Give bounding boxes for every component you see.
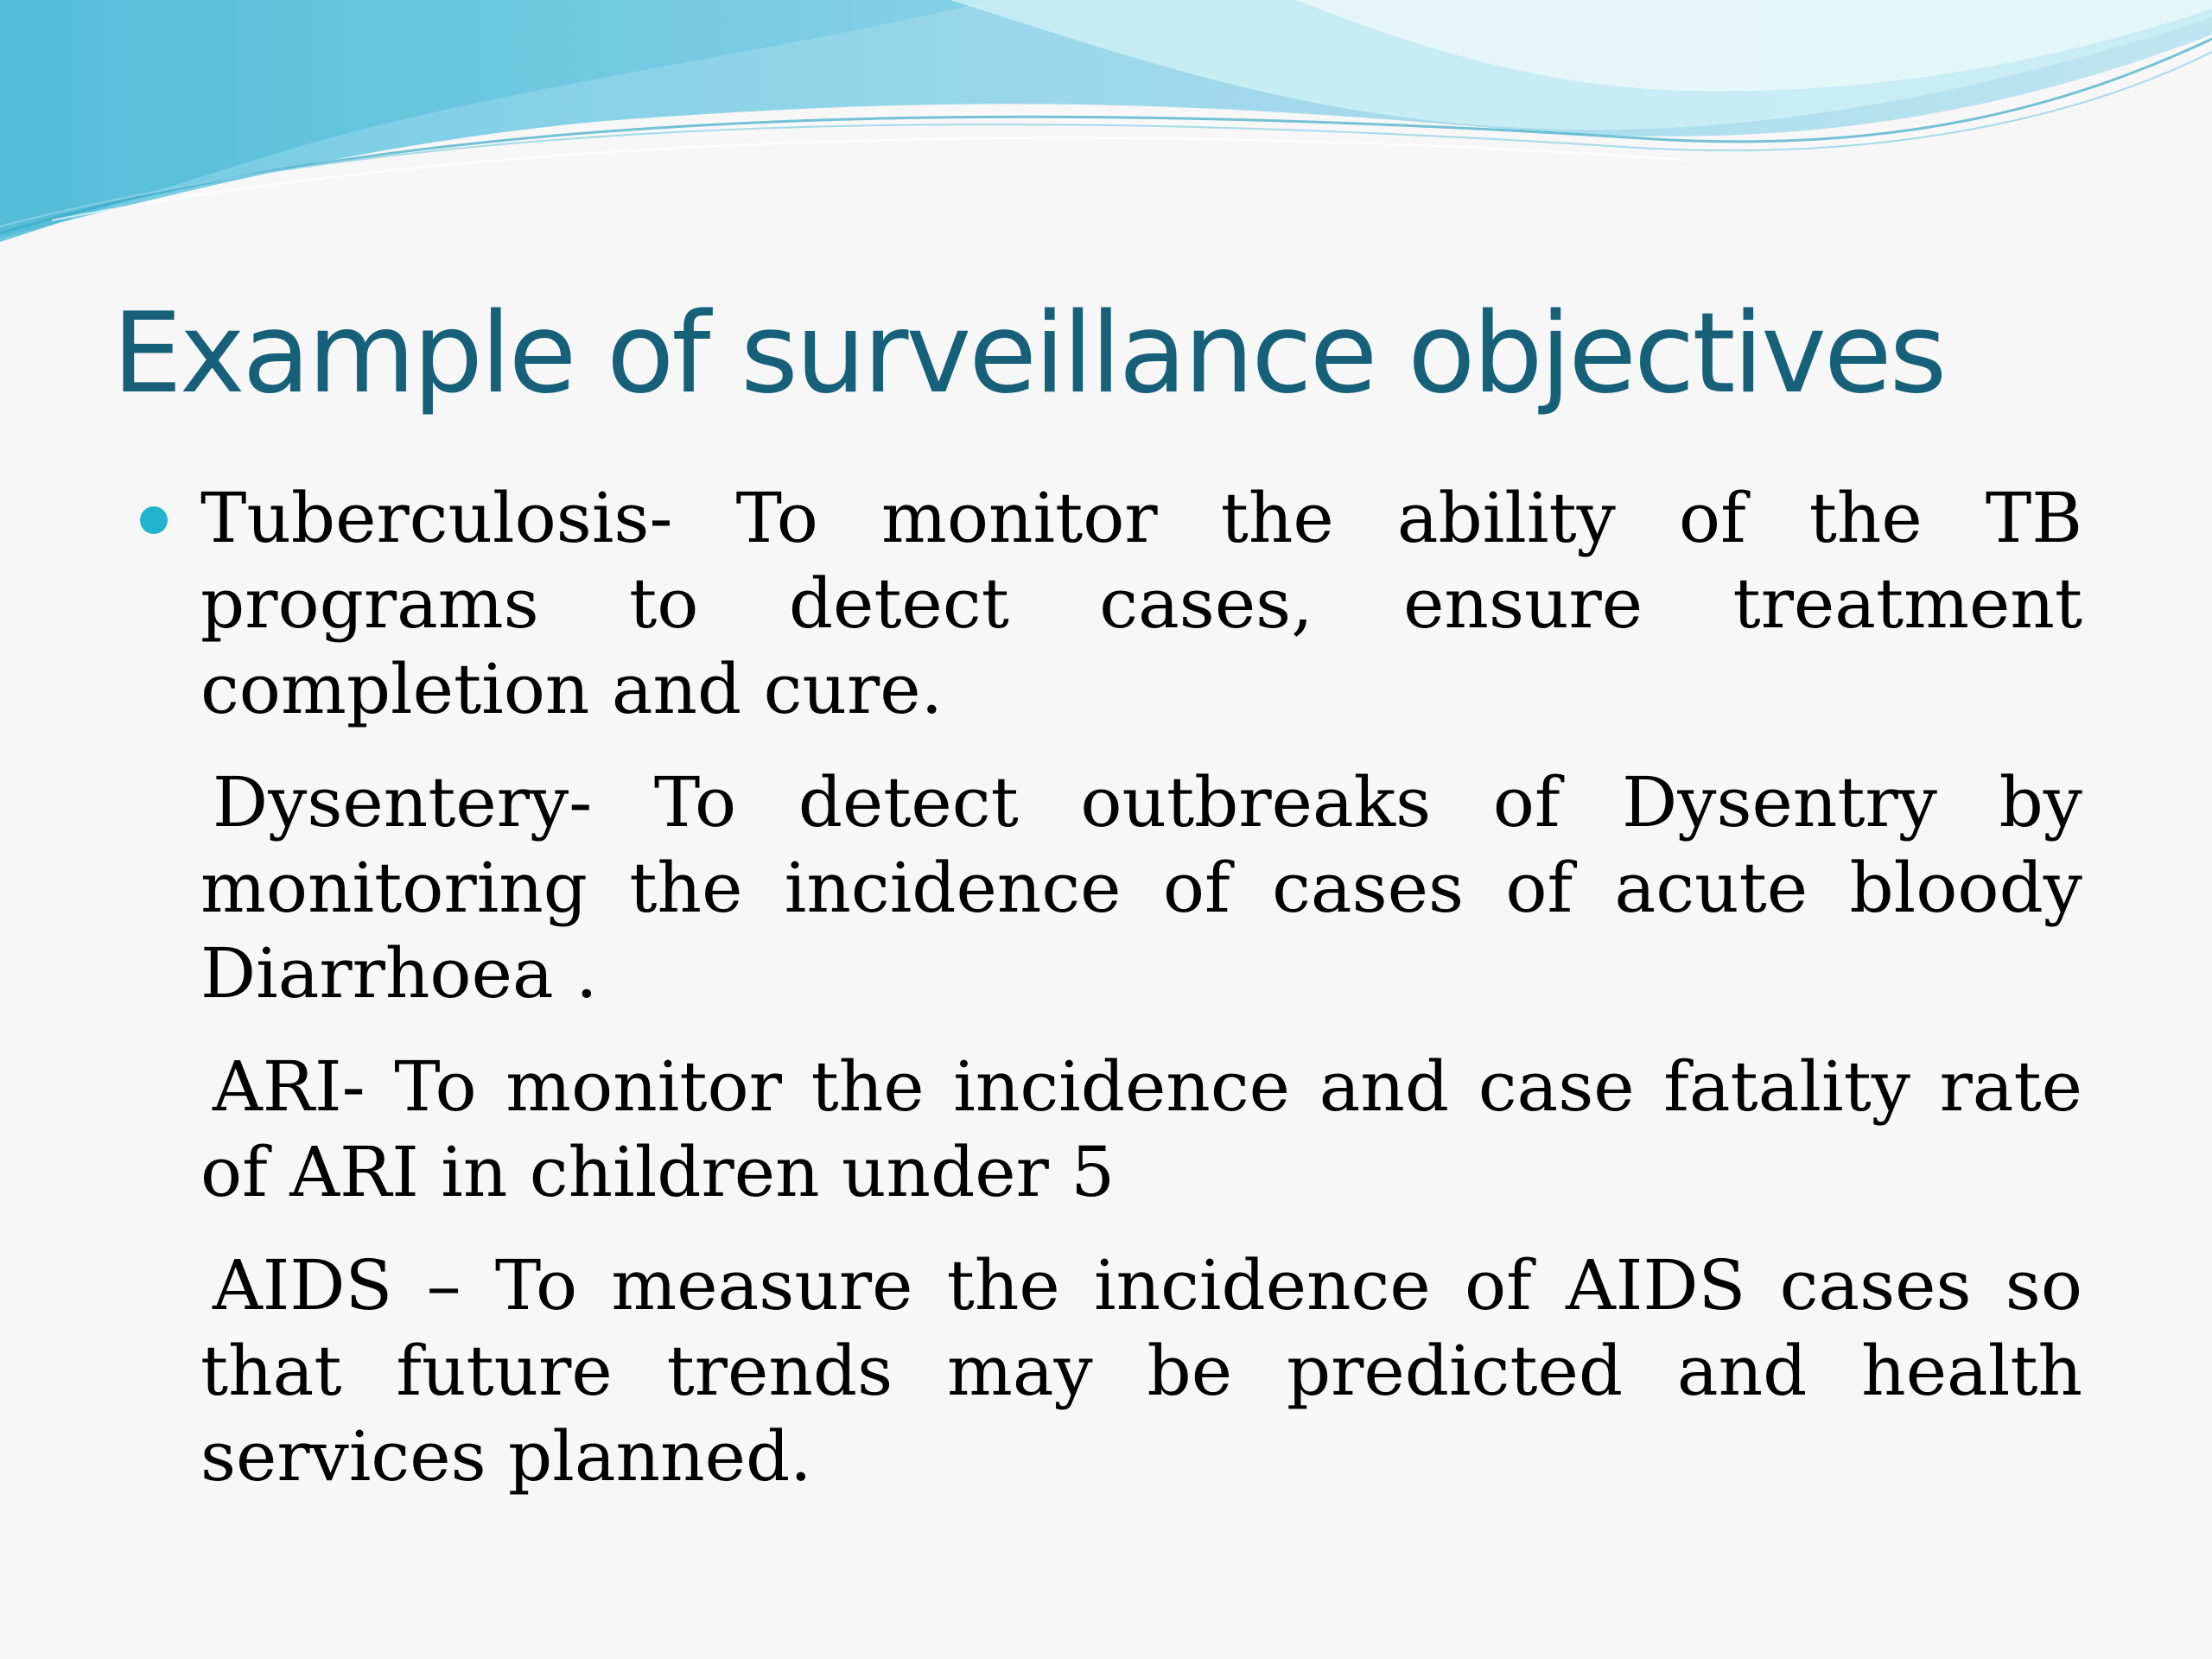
list-item-ari bbox=[130, 1044, 2082, 1215]
header-wave-decoration bbox=[0, 0, 2212, 259]
item-text: ARI- To monitor the incidence and case fatality rate of ARI in children under 5 bbox=[200, 1046, 2082, 1212]
slide-title: Example of surveillance objectives bbox=[112, 289, 1945, 418]
list-item-dysentery bbox=[130, 760, 2082, 1016]
item-text: AIDS – To measure the incidence of AIDS cases so that future trends may be predicted and health services planned. bbox=[200, 1245, 2082, 1497]
objectives-list bbox=[130, 475, 2082, 1527]
item-text: Dysentery- To detect outbreaks of Dysentry by monitoring the incidence of cases of acute bloody Diarrhoea . bbox=[200, 762, 2082, 1014]
list-item-aids bbox=[130, 1243, 2082, 1499]
item-text: Tuberculosis- To monitor the ability of the TB programs to detect cases, ensure treatment completion and cure. bbox=[200, 478, 2082, 729]
list-item-tuberculosis bbox=[130, 475, 2082, 732]
bullet-dot-icon bbox=[140, 506, 168, 534]
